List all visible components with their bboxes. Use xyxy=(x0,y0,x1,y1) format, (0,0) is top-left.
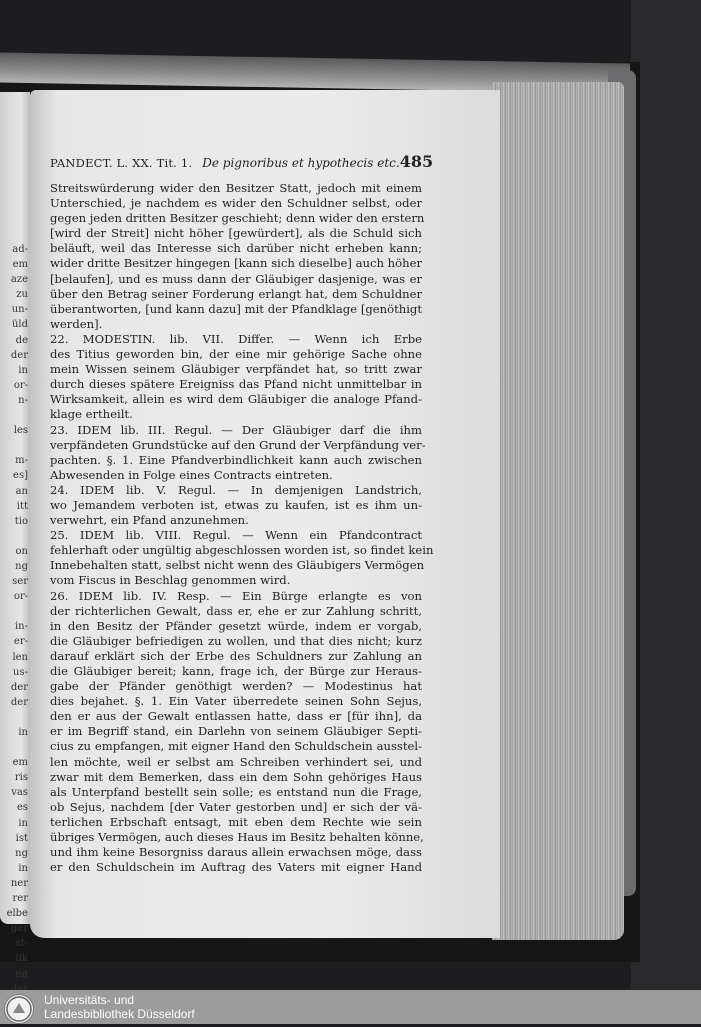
text-line: wider dritte Besitzer hingegen [kann sich dieselbe] auch höher xyxy=(50,256,422,271)
left-fragment: zu xyxy=(16,289,28,301)
text-line: cius zu empfangen, mit eigner Hand den Schuldschein ausstel- xyxy=(50,739,422,754)
text-line: Wirksamkeit, allein es wird dem Gläubiger die analoge Pfand- xyxy=(50,392,422,407)
text-line: darauf erklärt sich der Erbe des Schuldners zur Zahlung an xyxy=(50,648,422,663)
left-fragment: aze xyxy=(10,274,28,286)
text-line: der richterlichen Gewalt, dass er, ehe er zur Zahlung schritt, xyxy=(50,603,422,618)
text-line: zwar mit dem Bemerken, dass ein dem Sohn gehöriges Haus xyxy=(50,769,422,784)
page-number: 485 xyxy=(399,152,434,171)
text-line: überantworten, [und kann dazu] mit der Pfandklage [genöthigt xyxy=(50,301,422,316)
text-line: übriges Vermögen, auch dieses Haus im Besitz behalten könne, xyxy=(50,830,424,845)
text-line: 24. IDEM lib. V. Regul. — In demjenigen Landstrich, xyxy=(50,482,422,497)
left-fragment: in- xyxy=(14,621,28,633)
left-fragment: vas xyxy=(11,787,28,799)
footer-text[interactable] xyxy=(44,993,195,1021)
left-fragment xyxy=(0,740,30,755)
left-fragment: em xyxy=(12,757,28,769)
text-line: fehlerhaft oder ungültig abgeschlossen worden ist, so findet kein xyxy=(50,543,434,558)
left-fragment: ng xyxy=(15,968,28,980)
text-line: terlichen Erbschaft entsagt, mit eben dem Rechte wie sein xyxy=(50,814,422,829)
footer-line-1: Universitäts- und xyxy=(44,993,135,1007)
text-line: dies bejahet. §. 1. Ein Vater überredete seinen Sohn Sejus, xyxy=(50,694,422,709)
text-line: gegen jeden dritten Besitzer geschieht; denn wider den erstern xyxy=(50,211,425,226)
text-line: durch dieses spätere Ereigniss das Pfand nicht unmittelbar in xyxy=(50,377,422,392)
text-line: Abwesenden in Folge eines Contracts eintreten. xyxy=(50,467,333,482)
text-line: pachten. §. 1. Eine Pfandverbindlichkeit kann auch zwischen xyxy=(50,452,422,467)
left-fragment: un- xyxy=(11,304,28,316)
text-line: und ihm keine Besorgniss daraus allein erwachsen möge, dass xyxy=(50,845,422,860)
text-line: [belaufen], und es muss dann der Gläubiger dasjenige, was er xyxy=(50,271,422,286)
left-fragment: on xyxy=(15,545,28,557)
left-fragment: n- xyxy=(18,394,28,406)
text-line: er im Begriff stand, ein Darlehn von seinem Gläubiger Septi- xyxy=(50,724,422,739)
left-fragment: ris xyxy=(14,772,28,784)
left-fragment: or- xyxy=(13,379,28,391)
page-stack xyxy=(492,82,624,940)
text-line: 25. IDEM lib. VIII. Regul. — Wenn ein Pfandcontract xyxy=(50,528,422,543)
text-line: ob Sejus, nachdem [der Vater gestorben und] er sich der vä- xyxy=(50,799,422,814)
text-line: 22. MODESTIN. lib. VII. Differ. — Wenn ich Erbe xyxy=(50,331,422,346)
left-fragment: us- xyxy=(13,666,28,678)
text-line: Innebehalten statt, selbst nicht wenn des Gläubigers Vermögen xyxy=(50,558,425,573)
left-page xyxy=(0,92,30,980)
left-fragment: itt xyxy=(16,500,28,512)
left-fragment: or- xyxy=(13,591,28,603)
running-head: PANDECT. L. XX. Tit. 1. xyxy=(50,156,193,170)
text-line: wo Jemandem verboten ist, etwas zu kaufen, ist es ihm un- xyxy=(50,497,422,512)
running-title: De pignoribus et hypothecis etc. xyxy=(202,156,400,170)
left-fragment: em xyxy=(12,259,28,271)
left-fragment: m- xyxy=(15,455,28,467)
left-fragment: an xyxy=(15,485,28,497)
body-text xyxy=(50,181,434,875)
text-line: werden]. xyxy=(50,316,103,331)
left-fragment xyxy=(0,710,30,725)
background-right xyxy=(631,0,701,990)
text-line: gabe der Pfänder genöthigt werden? — Modestinus hat xyxy=(50,679,422,694)
left-fragment: es xyxy=(16,802,28,814)
left-fragment: st- xyxy=(15,938,28,950)
left-fragment: ger xyxy=(10,923,28,935)
text-line: mein Wissen seinem Gläubiger verpfändet hat, so tritt zwar xyxy=(50,362,422,377)
footer-line-2: Landesbibliothek Düsseldorf xyxy=(44,1007,195,1021)
running-header xyxy=(50,152,434,172)
text-line: beläuft, weil das Interesse sich darüber nicht erheben kann; xyxy=(50,241,422,256)
left-fragment: der xyxy=(10,349,28,361)
left-fragment: in xyxy=(18,364,28,376)
left-fragment: elbe xyxy=(6,908,28,920)
text-line: als Unterpfand bestellt sein solle; es entstand nun die Frage, xyxy=(50,784,422,799)
text-line: vom Fiscus in Beschlag genommen wird. xyxy=(50,573,291,588)
left-fragment: er- xyxy=(13,636,28,648)
ulb-logo-icon[interactable] xyxy=(4,994,34,1024)
left-fragment: tio xyxy=(14,515,28,527)
text-line: 26. IDEM lib. IV. Resp. — Ein Bürge erlangte es von xyxy=(50,588,422,603)
left-fragment: ng xyxy=(15,560,28,572)
left-fragment: der xyxy=(10,696,28,708)
left-fragment: ng xyxy=(15,847,28,859)
left-fragment: ist xyxy=(15,832,28,844)
left-fragment: in xyxy=(18,727,28,738)
left-fragment: les xyxy=(13,425,28,437)
text-line: [wird der Streit] nicht höher [gewürdert], als die Schuld sich xyxy=(50,226,422,241)
text-line: len möchte, weil er selbst am Schreiben verhindert sei, und xyxy=(50,754,422,769)
left-fragment xyxy=(0,438,30,453)
text-line: verwehrt, ein Pfand anzunehmen. xyxy=(50,513,249,528)
left-fragment: lik xyxy=(15,953,28,965)
left-fragment: de xyxy=(15,334,28,346)
text-line: Streitswürderung wider den Besitzer Statt, jedoch mit einem xyxy=(50,181,422,195)
text-line: in den Besitz der Pfänder gesetzt würde, indem er vorgab, xyxy=(50,618,422,633)
text-line: die Gläubiger bereit; kann, frage ich, der Bürge zur Heraus- xyxy=(50,664,422,678)
text-line: die Gläubiger befriedigen zu wollen, und that dies nicht; kurz xyxy=(50,633,422,648)
left-fragment xyxy=(0,408,30,423)
text-line: Unterschied, je nachdem es wider den Schuldner selbst, oder xyxy=(50,196,422,211)
left-fragment: üld xyxy=(11,319,28,331)
left-fragment: der xyxy=(10,681,28,693)
left-fragment: ad- xyxy=(12,244,28,255)
text-line: des Titius geworden bin, der eine mir gehörige Sache ohne xyxy=(50,347,422,362)
left-page-fragments xyxy=(0,242,30,1027)
left-fragment: es] xyxy=(13,470,28,482)
left-fragment: in xyxy=(18,817,28,829)
text-line: verpfändeten Grundstücke auf den Grund der Verpfändung ver- xyxy=(50,437,426,452)
left-fragment: ser xyxy=(12,576,28,588)
left-fragment: in xyxy=(18,862,28,874)
left-fragment: rer xyxy=(12,893,28,905)
text-line: über den Betrag seiner Forderung erlangt hat, dem Schuldner xyxy=(50,286,422,301)
text-line: den er aus der Gewalt entlassen hatte, dass er [für ihn], da xyxy=(50,709,422,724)
text-line: 23. IDEM lib. III. Regul. — Der Gläubiger darf die ihm xyxy=(50,422,422,437)
text-line: klage ertheilt. xyxy=(50,407,133,422)
text-line: er den Schuldschein im Auftrag des Vaters mit eigner Hand xyxy=(50,860,422,875)
left-fragment xyxy=(0,604,30,619)
left-fragment: len xyxy=(12,651,28,663)
left-fragment xyxy=(0,529,30,544)
left-fragment: ner xyxy=(10,877,28,889)
